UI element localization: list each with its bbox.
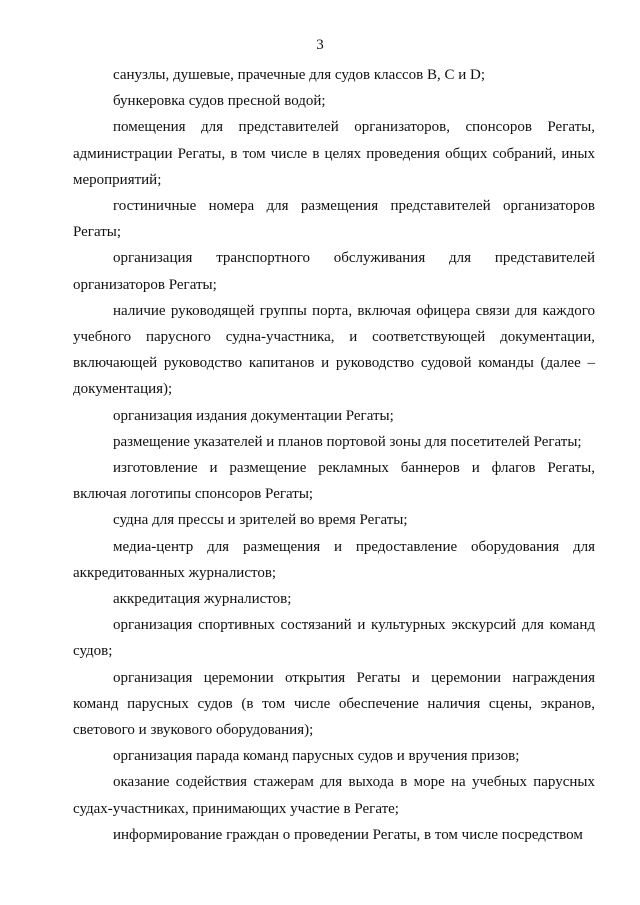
page-number: 3 — [316, 37, 324, 53]
paragraph-sports-and-excursions: организация спортивных состязаний и культурных экскурсий для команд судов; — [73, 617, 595, 660]
paragraph-trainee-assistance: оказание содействия стажерам для выхода в море на учебных парусных судах-участниках, принимающих участие в Регате; — [73, 774, 595, 817]
paragraph-premises-for-representatives: помещения для представителей организаторов, спонсоров Регаты, администрации Регаты, в том числе в целях проведения общих собраний, иных мероприятий; — [73, 119, 595, 188]
paragraph-press-vessels: судна для прессы и зрителей во время Регаты; — [113, 512, 408, 529]
document-body — [73, 62, 595, 848]
paragraph-port-management-group: наличие руководящей группы порта, включая офицера связи для каждого учебного парусного судна-участника, и соответствующей документации, включающей руководство капитанов и руководство судовой команды (далее – документация); — [73, 302, 595, 398]
paragraph-opening-and-awards-ceremony: организация церемонии открытия Регаты и церемонии награждения команд парусных судов (в том числе обеспечение наличия сцены, экранов, светового и звукового оборудования); — [73, 669, 595, 739]
paragraph-hotel-rooms: гостиничные номера для размещения представителей организаторов Регаты; — [73, 198, 595, 241]
paragraph-journalist-accreditation: аккредитация журналистов; — [113, 591, 292, 608]
paragraph-media-center: медиа-центр для размещения и предоставление оборудования для аккредитованных журналистов; — [73, 538, 595, 581]
paragraph-banners-and-flags: изготовление и размещение рекламных баннеров и флагов Регаты, включая логотипы спонсоров Регаты; — [73, 460, 595, 503]
paragraph-signs-and-plans: размещение указателей и планов портовой зоны для посетителей Регаты; — [113, 433, 582, 450]
paragraph-sanitary-facilities: санузлы, душевые, прачечные для судов классов B, C и D; — [113, 67, 486, 83]
paragraph-documentation-publishing: организация издания документации Регаты; — [113, 407, 394, 424]
paragraph-fresh-water-bunkering: бункеровка судов пресной водой; — [113, 93, 326, 110]
paragraph-crew-parade: организация парада команд парусных судов и вручения призов; — [113, 748, 520, 765]
paragraph-transport-service: организация транспортного обслуживания для представителей организаторов Регаты; — [73, 250, 595, 293]
paragraph-public-information: информирование граждан о проведении Регаты, в том числе посредством — [113, 826, 583, 843]
